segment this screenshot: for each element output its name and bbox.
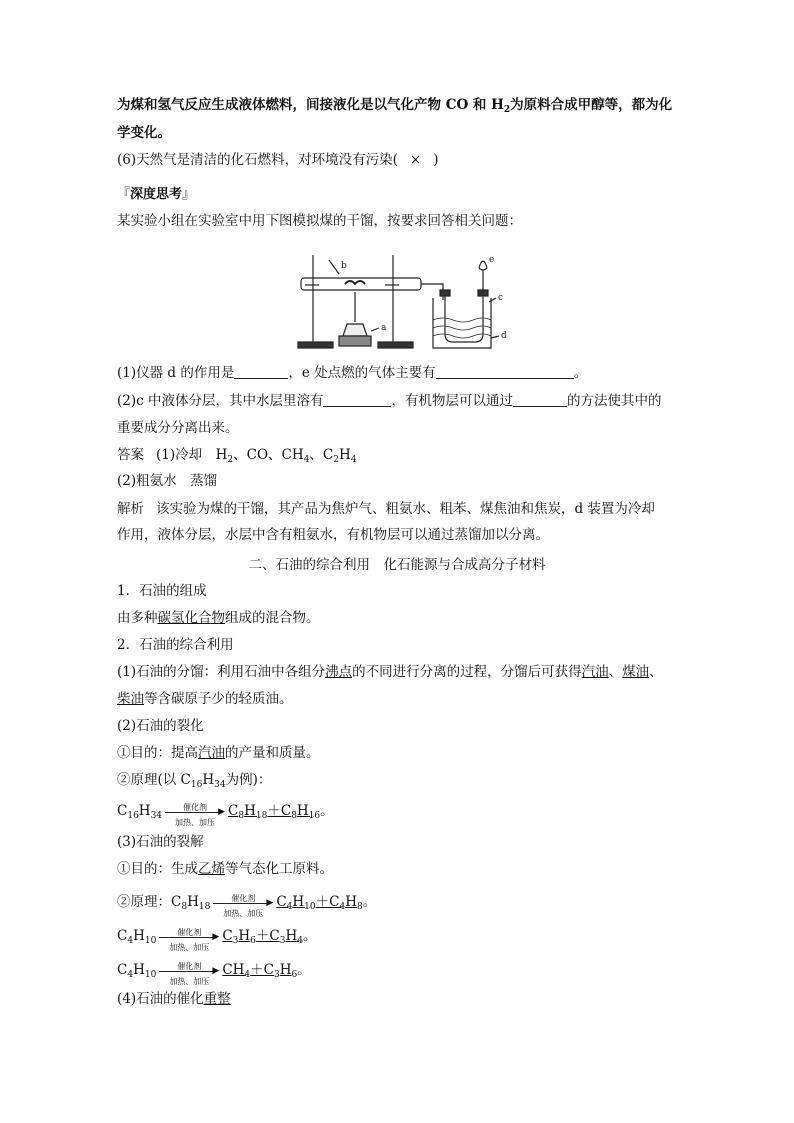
- section-2-title: 二、石油的综合利用 化石能源与合成高分子材料: [248, 557, 546, 573]
- petroleum-composition-text: 由多种碳氢化合物组成的混合物。: [117, 610, 320, 626]
- cracking-principle: ②原理(以 $C_{16}H_{34}$为例)：: [117, 772, 272, 790]
- intro-line-1: 为煤和氢气反应生成液体燃料，间接液化是以气化产物 CO 和 $H_2$为原料合成甲醇等，都为化: [117, 97, 673, 115]
- analysis-line-1: 解析 该实验为煤的干馏，其产品为焦炉气、粗氨水、粗苯、煤焦油和焦炭，d 装置为冷却: [117, 501, 655, 517]
- heading-catalytic-reforming: (4)石油的催化重整: [117, 991, 231, 1007]
- equation-pyrolysis-1: ②原理：$C_8H_{18}$ 催化剂 ▶ 加热、加压 $C_4H_{10}+C_4H_8$。: [117, 893, 377, 918]
- heading-cracking: (2)石油的裂化: [117, 718, 204, 734]
- question-intro: 某实验小组在实验室中用下图模拟煤的干馏，按要求回答相关问题：: [117, 213, 522, 229]
- figure-label-c: c: [498, 293, 504, 303]
- coal-dry-distillation-apparatus-figure: [293, 240, 523, 355]
- figure-label-d: d: [501, 331, 507, 341]
- equation-pyrolysis-3: $C_4H_{10}$ 催化剂 ▶ 加热、加压 $CH_4+C_3H_6$。: [117, 961, 311, 986]
- question-1: (1)仪器 d 的作用是 ，e 处点燃的气体主要有 。: [117, 365, 588, 381]
- cracking-goal: ①目的：提高汽油的产量和质量。: [117, 745, 320, 761]
- heading-petroleum-utilization: 2．石油的综合利用: [117, 637, 234, 653]
- figure-label-a: a: [381, 323, 387, 333]
- heading-pyrolysis: (3)石油的裂解: [117, 834, 204, 850]
- analysis-line-2: 作用，液体分层，水层中含有粗氨水，有机物层可以通过蒸馏加以分离。: [117, 527, 549, 543]
- figure-label-b: b: [341, 261, 347, 271]
- question-2: (2)c 中液体分层，其中水层里溶有 ，有机物层可以通过 的方法使其中的: [117, 393, 662, 409]
- judge-item-6: (6)天然气是清洁的化石燃料，对环境没有污染( × ): [117, 152, 439, 168]
- pyrolysis-goal: ①目的：生成乙烯等气态化工原料。: [117, 861, 333, 877]
- intro-line-2: 学变化。: [117, 125, 171, 141]
- answer-1: 答案 (1)冷却 $H_2$、CO、$CH_4$、$C_2H_4$: [117, 447, 357, 465]
- equation-cracking: $C_{16}H_{34}$ 催化剂 ▶ 加热、加压 $C_8H_{18}+C_8H_{16}$。: [117, 802, 334, 827]
- fractionation-line-1: (1)石油的分馏：利用石油中各组分沸点的不同进行分离的过程，分馏后可获得汽油、煤油、: [117, 664, 663, 680]
- deep-thinking-heading: 『深度思考』: [117, 187, 196, 202]
- equation-pyrolysis-2: $C_4H_{10}$ 催化剂 ▶ 加热、加压 $C_3H_6+C_3H_4$。: [117, 927, 317, 952]
- figure-label-e: e: [489, 255, 495, 265]
- heading-petroleum-composition: 1．石油的组成: [117, 583, 207, 599]
- answer-2: (2)粗氨水 蒸馏: [117, 473, 218, 489]
- fractionation-line-2: 柴油等含碳原子少的轻质油。: [117, 691, 293, 707]
- question-2-cont: 重要成分分离出来。: [117, 420, 239, 436]
